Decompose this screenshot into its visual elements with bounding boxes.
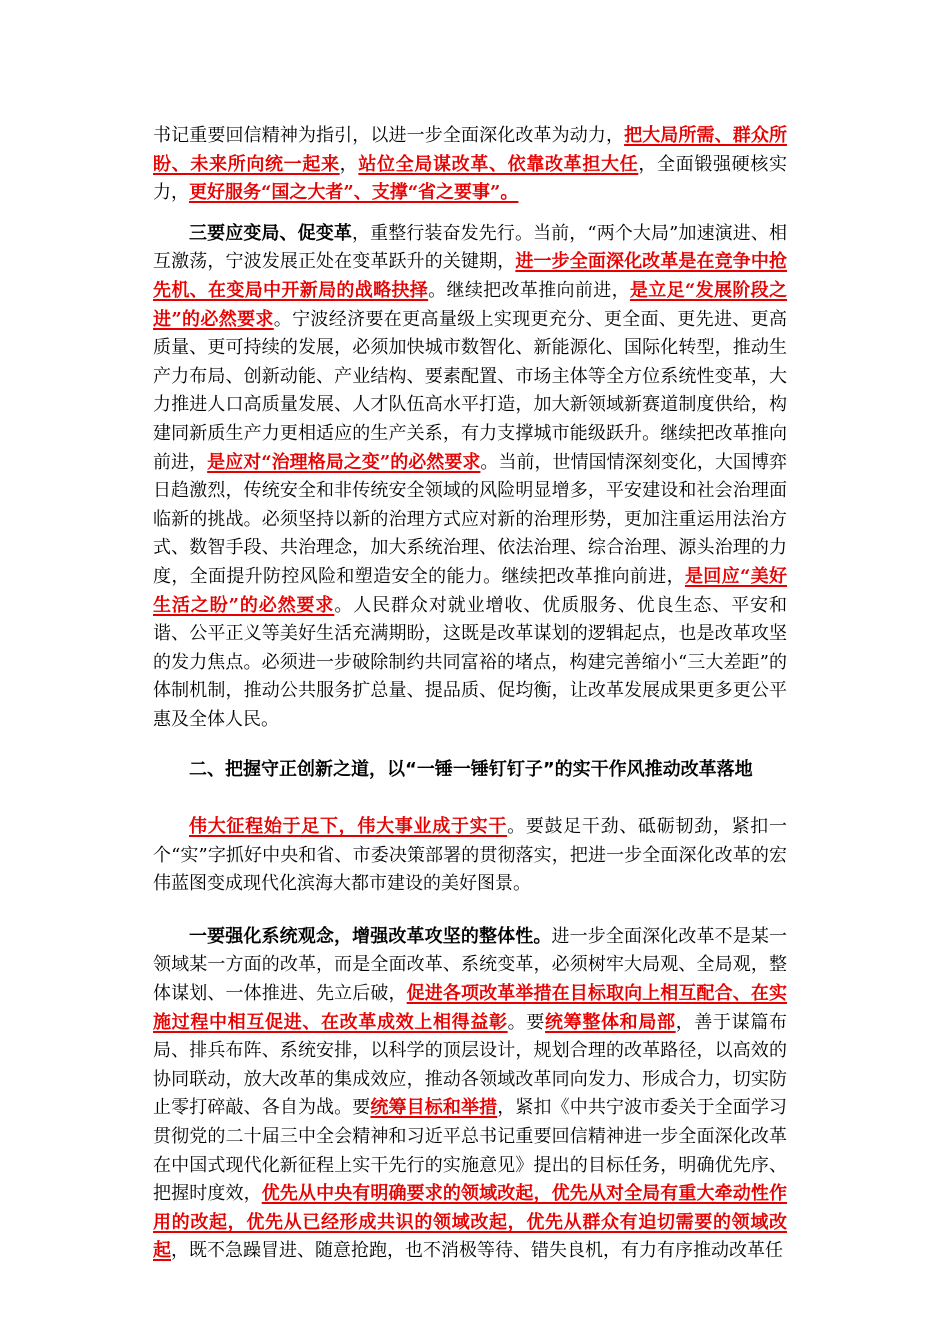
- highlight-run: 是立足“发展阶段之进”的必然要求: [153, 279, 787, 330]
- highlight-run: 优先从中央有明确要求的领域改起，优先从对全局有重大牵动性作用的改起，优先从已经形成共识的领域改起，优先从群众有迫切需要的领域改起: [153, 1183, 788, 1262]
- highlight-run: 促进各项改革举措在目标取向上相互配合、在实施过程中相互促进、在改革成效上相得益彰: [153, 983, 788, 1033]
- paragraph-lead: 三要应变局、促变革: [189, 222, 352, 244]
- text-run: ，: [339, 153, 359, 175]
- text-run: ，全面锻强硬核实力，: [153, 153, 788, 204]
- paragraph-great-journey: [153, 813, 787, 899]
- highlight-run: 更好服务“国之大者”、支撑“省之要事”。: [189, 182, 519, 204]
- text-run: 。要: [507, 1011, 546, 1033]
- paragraph-system-view: [153, 923, 787, 1266]
- text-run: ，紧扣《中共宁波市委关于全面学习贯彻党的二十届三中全会精神和习近平总书记重要回信精神进一步全面深化改革在中国式现代化新征程上实干先行的实施意见》提出的目标任务，明确优先序、把握时度效，: [153, 1097, 788, 1205]
- highlight-run: 把大局所需、群众所盼、未来所向统一起来: [153, 125, 788, 175]
- text-run: 。当前，世情国情深刻变化，大国博弈日趋激烈，传统安全和非传统安全领域的风险明显增多，平安建设和社会治理面临新的挑战。必须坚持以新的治理方式应对新的治理形势，更加注重运用法治方式、数智手段、共治理念，加大系统治理、依法治理、综合治理、源头治理的力度，全面提升防控风险和塑造安全的能力。继续把改革推向前进，: [153, 451, 788, 587]
- text-run: 进一步全面深化改革不是某一领域某一方面的改革，而是全面改革、系统变革，必须树牢大局观、全局观，整体谋划、一体推进、先立后破，: [153, 925, 787, 1005]
- highlight-run: 是回应“美好生活之盼”的必然要求: [153, 565, 788, 616]
- highlight-run: 进一步全面深化改革是在竞争中抢先机、在变局中开新局的战略抉择: [153, 251, 788, 301]
- text-run: 。继续把改革推向前进，: [428, 279, 630, 301]
- text-run: ，善于谋篇布局、排兵布阵、系统安排，以科学的顶层设计，规划合理的改革路径，以高效的协同联动，放大改革的集成效应，推动各领域改革同向发力、形成合力，切实防止零打碎敲、各自为战。要: [153, 1011, 788, 1119]
- highlight-run: 统筹整体和局部: [545, 1011, 676, 1033]
- highlight-run: 站位全局谋改革、依靠改革担大任: [358, 153, 639, 175]
- paragraph-adapt-to-change: [153, 220, 787, 735]
- highlight-run: 伟大征程始于足下，伟大事业成于实干: [189, 816, 508, 838]
- text-run: 。人民群众对就业增收、优质服务、优良生态、平安和谐、公平正义等美好生活充满期盼，这既是改革谋划的逻辑起点，也是改革攻坚的发力焦点。必须进一步破除制约共同富裕的堵点，构建完善缩小“三大差距”的体制机制，推动公共服务扩总量、提品质、促均衡，让改革发展成果更多更公平惠及全体人民。: [153, 594, 787, 730]
- text-run: 书记重要回信精神为指引，以进一步全面深化改革为动力，: [153, 125, 625, 146]
- highlight-run: 是应对“治理格局之变”的必然要求: [207, 451, 481, 473]
- text-run: 。宁波经济要在更高量级上实现更充分、更全面、更先进、更高质量、更可持续的发展，必须加快城市数智化、新能源化、国际化转型，推动生产力布局、创新动能、产业结构、要素配置、市场主体等全方位系统性变革，大力推进人口高质量发展、人才队伍高水平打造，加大新领域新赛道制度供给，构建同新质生产力更相适应的生产关系，有力支撑城市能级跃升。继续把改革推向前进，: [153, 308, 787, 473]
- highlight-run: 统筹目标和举措: [370, 1097, 498, 1119]
- text-run: ，重整行装奋发先行。当前，“两个大局”加速演进、相互激荡，宁波发展正处在变革跃升的关键期，: [153, 222, 787, 273]
- text-run: ，既不急躁冒进、随意抢跑，也不消极等待、错失良机，有力有序推动改革任: [171, 1240, 783, 1262]
- paragraph-lead: 一要强化系统观念，增强改革攻坚的整体性。: [189, 925, 552, 947]
- text-run: 。要鼓足干劲、砥砺韧劲，紧扣一个“实”字抓好中央和省、市委决策部署的贯彻落实，把进一步全面深化改革的宏伟蓝图变成现代化滨海大都市建设的美好图景。: [153, 816, 788, 895]
- paragraph-intro-continued: [153, 122, 787, 208]
- section-heading: 二、把握守正创新之道，以“一锤一锤钉钉子”的实干作风推动改革落地: [189, 759, 753, 781]
